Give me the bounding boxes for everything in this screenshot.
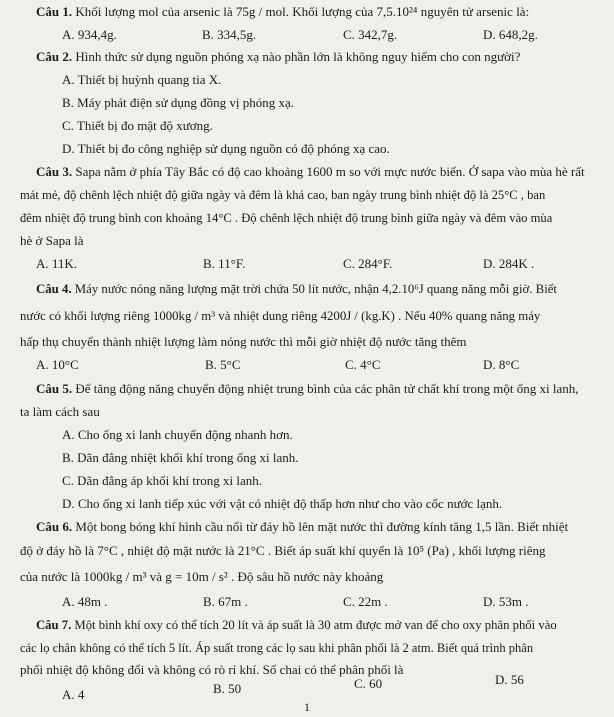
option-b: B. 5°C (205, 357, 241, 372)
option-a: A. 11K. (36, 256, 78, 271)
question-text-line: mát mẻ, độ chênh lệch nhiệt độ giữa ngày và đêm là khá cao, ban ngày trung bình nhiệt độ là 25°C , ban (20, 188, 546, 202)
question-text: Sapa nằm ở phía Tây Bắc có độ cao khoảng 1600 m so với mực nước biển. Ở sapa vào mùa hè rất (75, 164, 585, 179)
option-d: D. 284K . (483, 256, 535, 271)
question-1 (36, 4, 529, 20)
question-label: Câu 3. (36, 164, 73, 179)
question-text-line: ta làm cách sau (20, 404, 100, 419)
question-4 (36, 281, 557, 297)
option-b: B. 334,5g. (202, 27, 257, 42)
question-6 (36, 519, 568, 535)
option-a: A. 48m . (62, 594, 108, 609)
option-c: C. 284°F. (343, 256, 393, 271)
option-d: D. 56 (495, 672, 524, 687)
question-text-line: hấp thụ chuyển thành nhiệt lượng làm nóng nước thì mỗi giờ nhiệt độ nước tăng thêm (20, 334, 467, 349)
question-2 (36, 49, 520, 65)
question-label: Câu 5. (36, 381, 73, 396)
question-text-line: của nước là 1000kg / m³ và g = 10m / s² . Độ sâu hồ nước này khoảng (20, 569, 384, 584)
option-d: D. 8°C (483, 357, 520, 372)
page-number: 1 (304, 700, 310, 714)
question-text: Một bình khí oxy có thể tích 20 lít và áp suất là 30 atm được mở van để cho oxy phân phối vào (74, 618, 557, 632)
question-text: Hình thức sử dụng nguồn phóng xạ nào phần lớn là không nguy hiểm cho con người? (75, 49, 521, 64)
question-5 (36, 381, 578, 397)
option-c: C. 60 (354, 676, 383, 691)
question-text-line: độ ở đáy hồ là 7°C , nhiệt độ mặt nước là 21°C . Biết áp suất khí quyển là 10⁵ (Pa) , khối lượng riêng (20, 543, 546, 558)
option-b: B. Máy phát điện sử dụng đồng vị phóng xạ. (62, 95, 295, 110)
question-text-line: các lọ chân không có thể tích 5 lít. Áp suất trong các lọ sau khi phân phối là 2 atm. Biết quá trình phân (20, 641, 534, 655)
option-d: D. Cho ống xi lanh tiếp xúc với vật có nhiệt độ thấp hơn như cho vào cốc nước lạnh. (62, 496, 503, 511)
option-d: D. 53m . (483, 594, 529, 609)
option-a: A. 934,4g. (62, 27, 117, 42)
option-b: B. Dãn đẳng nhiệt khối khí trong ống xi lanh. (62, 450, 299, 465)
option-c: C. 22m . (343, 594, 388, 609)
question-text: Khối lượng mol của arsenic là 75g / mol. Khối lượng của 7,5.10²⁴ nguyên tử arsenic là: (75, 4, 530, 19)
option-c: C. 342,7g. (343, 27, 398, 42)
question-text: Một bong bóng khí hình cầu nổi từ đáy hồ lên mặt nước thì đường kính tăng 1,5 lần. Biết nhiệt (75, 519, 569, 534)
option-c: C. 4°C (345, 357, 381, 372)
question-3 (36, 164, 585, 180)
question-label: Câu 2. (36, 49, 73, 64)
question-text-line: hè ở Sapa là (20, 233, 84, 248)
question-text-line: phối nhiệt độ không đổi và không có rò rỉ khí. Số chai có thể phân phối là (20, 662, 404, 677)
option-a: A. Thiết bị huỳnh quang tia X. (62, 72, 222, 87)
question-7 (36, 617, 557, 633)
option-a: A. Cho ống xi lanh chuyển động nhanh hơn. (62, 427, 293, 442)
question-label: Câu 4. (36, 282, 72, 296)
option-b: B. 11°F. (203, 256, 246, 271)
question-text: Để tăng động năng chuyển động nhiệt trung bình của các phân tử chất khí trong một ống xi lanh, (75, 381, 579, 396)
option-b: B. 67m . (203, 594, 248, 609)
option-c: C. Thiết bị đo mật độ xương. (62, 118, 213, 133)
option-a: A. 4 (62, 687, 85, 702)
question-label: Câu 1. (36, 4, 73, 19)
question-text: Máy nước nóng năng lượng mặt trời chứa 50 lít nước, nhận 4,2.10⁶J quang năng mỗi giờ. Biết (74, 282, 557, 296)
option-d: D. 648,2g. (483, 27, 538, 42)
question-label: Câu 6. (36, 519, 73, 534)
option-c: C. Dãn đẳng áp khối khí trong xi lanh. (62, 473, 263, 488)
option-a: A. 10°C (36, 357, 79, 372)
option-b: B. 50 (213, 681, 242, 696)
question-text-line: nước có khối lượng riêng 1000kg / m³ và nhiệt dung riêng 4200J / (kg.K) . Nếu 40% quang năng máy (20, 309, 541, 323)
option-d: D. Thiết bị đo công nghiệp sử dụng nguồn có độ phóng xạ cao. (62, 141, 390, 156)
question-text-line: đêm nhiệt độ trung bình con khoảng 14°C . Độ chênh lệch nhiệt độ trung bình giữa ngày và đêm vào mùa (20, 211, 553, 225)
question-label: Câu 7. (36, 618, 72, 632)
